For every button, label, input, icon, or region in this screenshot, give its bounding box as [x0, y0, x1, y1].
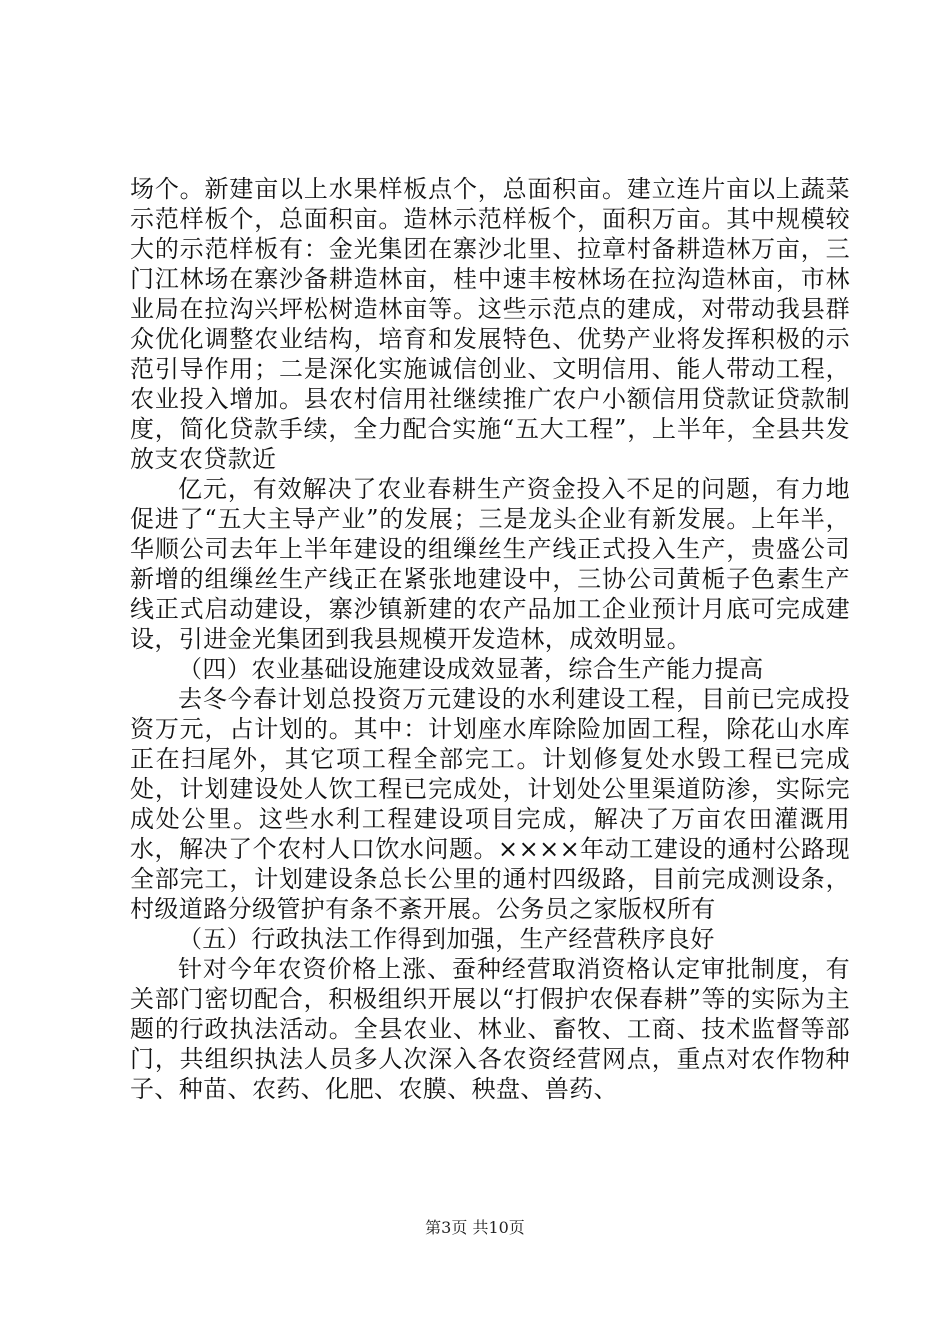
- document-body: [130, 174, 850, 1104]
- section-heading-4: （四）农业基础设施建设成效显著，综合生产能力提高: [178, 655, 764, 683]
- paragraph-3: 去冬今春计划总投资万元建设的水利建设工程，目前已完成投资万元，占计划的。其中：计划座水库除险加固工程，除花山水库正在扫尾外，其它项工程全部完工。计划修复处水毁工程已完成处，计划建设处人饮工程已完成处，计划处公里渠道防渗，实际完成处公里。这些水利工程建设项目完成，解决了万亩农田灌溉用水，解决了个农村人口饮水问题。××××年动工建设的通村公路现全部完工，计划建设条总长公里的通村四级路，目前完成测设条，村级道路分级管护有条不紊开展。公务员之家版权所有: [130, 685, 850, 923]
- paragraph-4: 针对今年农资价格上涨、蚕种经营取消资格认定审批制度，有关部门密切配合，积极组织开展以“打假护农保春耕”等的实际为主题的行政执法活动。全县农业、林业、畜牧、工商、技术监督等部门，共组织执法人员多人次深入各农资经营网点，重点对农作物种子、种苗、农药、化肥、农膜、秧盘、兽药、: [130, 955, 850, 1103]
- section-heading-5: （五）行政执法工作得到加强，生产经营秩序良好: [178, 925, 715, 953]
- paragraph-1: 场个。新建亩以上水果样板点个，总面积亩。建立连片亩以上蔬菜示范样板个，总面积亩。造林示范样板个，面积万亩。其中规模较大的示范样板有：金光集团在寨沙北里、拉章村备耕造林万亩，三门江林场在寨沙备耕造林亩，桂中速丰桉林场在拉沟造林亩，市林业局在拉沟兴坪松树造林亩等。这些示范点的建成，对带动我县群众优化调整农业结构，培育和发展特色、优势产业将发挥积极的示范引导作用；二是深化实施诚信创业、文明信用、能人带动工程，农业投入增加。县农村信用社继续推广农户小额信用贷款证贷款制度，简化贷款手续，全力配合实施“五大工程”，上半年，全县共发放支农贷款近: [130, 175, 850, 473]
- paragraph-2: 亿元，有效解决了农业春耕生产资金投入不足的问题，有力地促进了“五大主导产业”的发展；三是龙头企业有新发展。上年半，华顺公司去年上半年建设的组缫丝生产线正式投入生产，贵盛公司新增的组缫丝生产线正在紧张地建设中，三协公司黄栀子色素生产线正式启动建设，寨沙镇新建的农产品加工企业预计月底可完成建设，引进金光集团到我县规模开发造林，成效明显。: [130, 475, 850, 653]
- page-footer: 第3页 共10页: [425, 1218, 525, 1237]
